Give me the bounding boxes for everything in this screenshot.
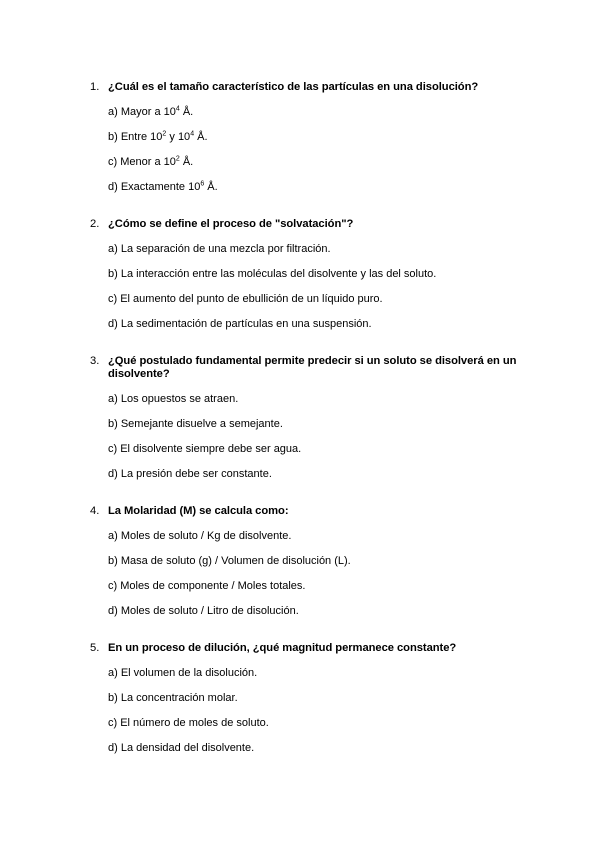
answer-options <box>108 667 530 755</box>
question-heading <box>90 355 530 381</box>
option-a: a) Los opuestos se atraen. <box>108 393 239 405</box>
question-heading <box>90 81 530 94</box>
question-text: La Molaridad (M) se calcula como: <box>108 505 289 517</box>
option-c: c) El disolvente siempre debe ser agua. <box>108 443 302 455</box>
option-d: d) La presión debe ser constante. <box>108 468 272 480</box>
option-d: d) Moles de soluto / Litro de disolución. <box>108 605 299 617</box>
option-c: c) El número de moles de soluto. <box>108 717 269 729</box>
question-heading <box>90 218 530 231</box>
question-number: 3. <box>90 355 100 367</box>
option-a: a) Mayor a $10^4$ Å. <box>108 105 194 118</box>
option-d: d) La sedimentación de partículas en una suspensión. <box>108 318 372 330</box>
question-text: ¿Cuál es el tamaño característico de las partículas en una disolución? <box>108 81 479 93</box>
question-number: 4. <box>90 505 100 517</box>
question-number: 2. <box>90 218 100 230</box>
question-3 <box>90 355 530 481</box>
option-a: a) El volumen de la disolución. <box>108 667 258 679</box>
question-text: ¿Cómo se define el proceso de "solvatación"? <box>108 218 354 230</box>
option-b: b) Masa de soluto (g) / Volumen de disolución (L). <box>108 555 351 567</box>
question-text: ¿Qué postulado fundamental permite predecir si un soluto se disolverá en un disolvente? <box>108 355 517 380</box>
option-b: b) Entre $10^2$ y $10^4$ Å. <box>108 130 208 143</box>
answer-options <box>108 530 530 618</box>
option-c: c) Moles de componente / Moles totales. <box>108 580 306 592</box>
question-heading <box>90 505 530 518</box>
answer-options <box>108 243 530 331</box>
option-c: c) Menor a $10^2$ Å. <box>108 155 194 168</box>
question-number: 1. <box>90 81 100 93</box>
option-c: c) El aumento del punto de ebullición de un líquido puro. <box>108 293 383 305</box>
question-text: En un proceso de dilución, ¿qué magnitud permanece constante? <box>108 642 457 654</box>
question-5 <box>90 642 530 755</box>
question-4 <box>90 505 530 618</box>
question-heading <box>90 642 530 655</box>
option-b: b) La concentración molar. <box>108 692 238 704</box>
option-d: d) Exactamente $10^6$ Å. <box>108 180 218 193</box>
question-2 <box>90 218 530 331</box>
option-b: b) Semejante disuelve a semejante. <box>108 418 283 430</box>
option-b: b) La interacción entre las moléculas del disolvente y las del soluto. <box>108 268 437 280</box>
answer-options <box>108 106 530 194</box>
answer-options <box>108 393 530 481</box>
option-a: a) Moles de soluto / Kg de disolvente. <box>108 530 292 542</box>
question-number: 5. <box>90 642 100 654</box>
question-1 <box>90 81 530 194</box>
option-d: d) La densidad del disolvente. <box>108 742 255 754</box>
option-a: a) La separación de una mezcla por filtración. <box>108 243 331 255</box>
